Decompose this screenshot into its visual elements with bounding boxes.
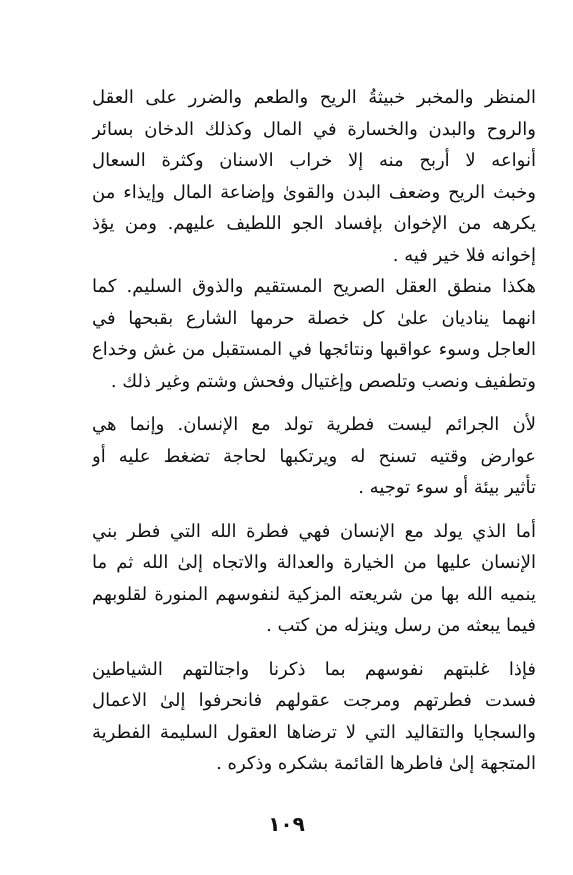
text-line: لأن الجرائم ليست فطرية تولد مع الإنسان. وإنما هي [92,414,536,435]
paragraph-spacer [92,397,536,409]
paragraph-5 [92,654,536,780]
text-line: العاجل وسوء عواقبها ونتائجها في المستقبل من غش وخداع [92,339,536,360]
page-number: ١٠٩ [268,812,305,836]
text-line: وخبث الريح وضعف البدن والقوىٰ وإضاعة المال وإيذاء من [92,181,536,203]
paragraph-spacer [92,504,536,516]
paragraph-4 [92,516,536,642]
text-line: فيما يبعثه من رسل وينزله من كتب . [266,615,536,636]
text-line: المنظر والمخبر خبيثةُ الريح والطعم والضرر على العقل [92,87,536,108]
text-line: تأثير بيئة أو سوء توجيه . [358,477,536,498]
text-line: يكرهه من الإخوان بإفساد الجو اللطيف عليهم. ومن يؤذ [92,213,536,234]
text-line: الإنسان عليها من الخيارة والعدالة والاتجاه إلىٰ الله ثم ما [92,552,536,573]
text-line: فسدت فطرتهم ومرجت عقولهم فانحرفوا إلىٰ الاعمال [92,690,536,711]
text-line: أما الذي يولد مع الإنسان فهي فطرة الله التي فطر بني [92,520,536,542]
text-line: انهما ينادیان علىٰ كل خصلة حرمها الشارع بقبحها في [92,307,536,329]
paragraph-spacer [92,642,536,654]
page-text [92,82,536,780]
text-line: أنواعه لا أربح منه إلا خراب الاسنان وكثرة السعال [92,150,536,171]
paragraph-1 [92,82,536,271]
text-line: ينميه الله بها من شريعته المزكية لنفوسهم المنورة لقلوبهم [92,583,536,605]
paragraph-3 [92,409,536,504]
paragraph-2 [92,271,536,397]
text-line: والروح والبدن والخسارة في المال وكذلك الدخان بسائر [92,118,536,140]
text-line: فإذا غلبتهم نفوسهم بما ذكرنا واجتالتهم الشياطين [92,658,536,680]
text-line: والسجايا والتقاليد التي لا ترضاها العقول السليمة الفطرية [92,721,536,743]
text-line: هكذا منطق العقل الصريح المستقيم والذوق السليم. كما [92,276,536,297]
text-line: وتطفيف ونصب وتلصص وإغتيال وفحش وشتم وغير ذلك . [110,370,536,392]
text-line: المتجهة إلىٰ فاطرها القائمة بشكره وذكره . [216,753,536,774]
text-line: إخوانه فلا خير فيه . [392,244,536,266]
text-line: عوارض وقتيه تسنح له ويرتكبها لحاجة تضغط عليه أو [92,445,536,467]
